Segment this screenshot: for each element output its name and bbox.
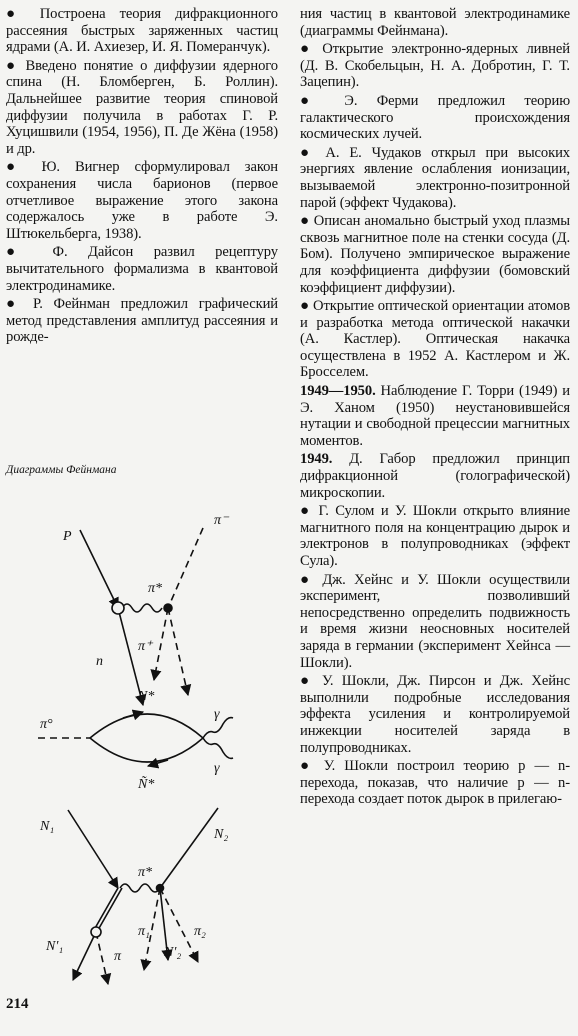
entry-text: Наблюдение Г. Торри (1949) и Э. Ханом (1950) неустановившейся нутации и свободной прецессии магнитных моментов. [300,383,570,449]
paragraph: ● Открытие электронно-ядерных ливней (Д. В. Скобельцын, Н. А. Добротин, Г. Т. Зацепин). [300,41,570,91]
paragraph: ● Р. Фейнман предложил графический метод представления амплитуд рассеяния и рожде- [6,296,278,346]
label-pi-star-3: π* [138,865,153,880]
diagram-1 [80,528,203,705]
left-column [6,6,278,348]
label-pi-plus: π⁺ [138,639,153,654]
label-n-bar-star: Ñ* [138,777,155,792]
label-pi0: π° [40,717,53,732]
paragraph: ния частиц в квантовой электродинамике (диаграммы Фейнмана). [300,6,570,39]
label-n-star: N* [138,689,155,704]
year-label: 1949. [300,451,333,468]
label-gamma-2: γ [214,761,220,776]
paragraph: ● Г. Сулом и У. Шокли открыто влияние магнитного поля на концентрацию дырок и электронов в полупроводниках (эффект Сула). [300,503,570,569]
right-column [300,6,570,810]
paragraph: ● У. Шокли, Дж. Пирсон и Дж. Хейнс выполнили подробные исследования эффекта усиления и контролируемой инжекции носителей заряда в полупроводниках. [300,673,570,756]
paragraph: ● Открытие оптической ориентации атомов и разработка метода оптической накачки (А. Кастлер). Оптическая накачка осуществлена в 1952 А. Кастлером и Ж. Бросселем. [300,298,570,381]
label-gamma-1: γ [214,707,220,722]
paragraph: ● У. Шокли построил теорию p — n-перехода, показав, что наличие p — n-перехода создает поток дырок в прилегаю- [300,758,570,808]
label-n: n [96,654,103,669]
feynman-diagrams-svg [18,490,268,990]
paragraph: ● Ю. Вигнер сформулировал закон сохранения числа барионов (первое отчетливое выражение этого закона содержалось уже в работе Э. Штюкельберга, 1938). [6,159,278,242]
diagram-3 [68,808,218,984]
label-p: P [63,529,72,544]
label-n2: N₂ [214,827,229,842]
paragraph: ● Дж. Хейнс и У. Шокли осуществили эксперимент, позволивший непосредственно определить подвижность и время жизни неосновных носителей заряда в германии (эксперимент Хейнса — Шокли). [300,572,570,672]
paragraph: ● А. Е. Чудаков открыл при высоких энергиях явление ослабления ионизации, вызываемой электронно-позитронной парой (эффект Чудакова). [300,145,570,211]
paragraph: ● Построена теория дифракционного рассеяния быстрых заряженных частиц ядрами (А. И. Ахиезер, И. Я. Померанчук). [6,6,278,56]
label-pi: π [114,949,122,964]
year-entry [300,383,570,449]
paragraph: ● Э. Ферми предложил теорию галактического происхождения космических лучей. [300,93,570,143]
paragraph: ● Введено понятие о диффузии ядерного спина (Н. Бломберген, Б. Роллин). Дальнейшее развитие теория спиновой диффузии получила в работах Г. Р. Хуцишвили (1954, 1956), П. Де Жёна (1958) и др. [6,58,278,158]
figure-caption: Диаграммы Фейнмана [6,464,117,476]
entry-text: Д. Габор предложил принцип дифракционной (голографической) микроскопии. [300,451,570,501]
page-number: 214 [6,996,29,1012]
feynman-diagrams-figure [18,490,268,990]
year-label: 1949—1950. [300,383,376,400]
label-n1: N₁ [40,819,55,834]
label-n2-prime: N′₂ [164,945,182,960]
paragraph: ● Описан аномально быстрый уход плазмы сквозь магнитное поле на стенки сосуда (Д. Бом). Получено эмпирическое выражение для коэффициента диффузии (бомовский коэффициент диффузии). [300,213,570,296]
diagram-2 [38,712,233,766]
label-pi-minus: π⁻ [214,513,229,528]
label-pi2: π₂ [194,924,206,939]
label-pi1: π₁ [138,924,150,939]
year-entry [300,451,570,501]
paragraph: ● Ф. Дайсон развил рецептуру вычитательного формализма в квантовой электродинамике. [6,244,278,294]
label-pi-star: π* [148,581,163,596]
label-n1-prime: N′₁ [46,939,64,954]
